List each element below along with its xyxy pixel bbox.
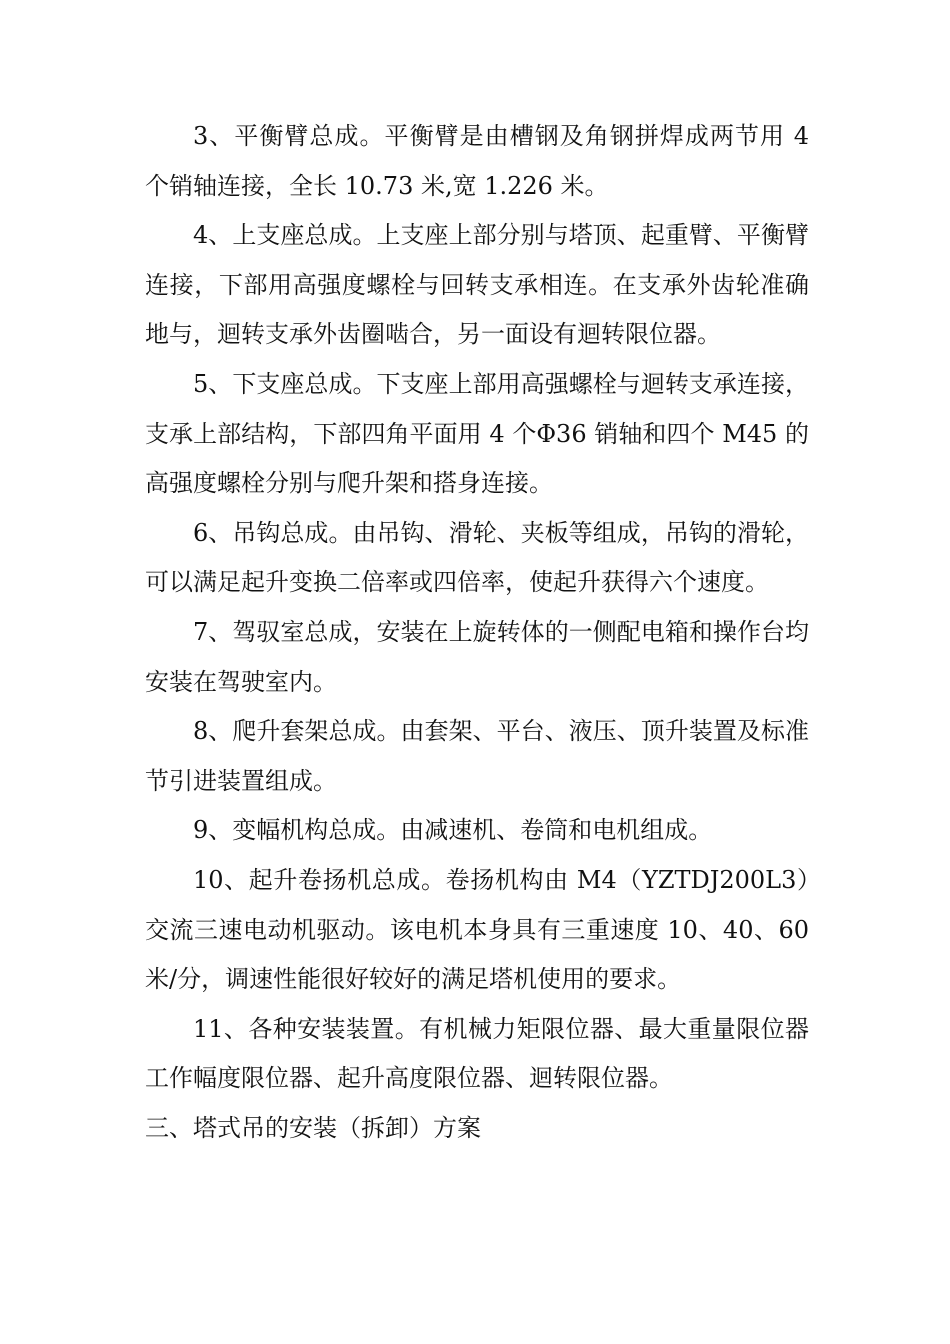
paragraph-hook: 6、吊钩总成。由吊钩、滑轮、夹板等组成，吊钩的滑轮，可以满足起升变换二倍率或四倍率，使起升获得六个速度。 [145, 518, 809, 597]
section-heading: 三、塔式吊的安装（拆卸）方案 [145, 1113, 481, 1142]
document-body [145, 112, 809, 1153]
paragraph-hoist-winch: 10、起升卷扬机总成。卷扬机构由 M4（YZTDJ200L3）交流三速电动机驱动。该电机本身具有三重速度 10、40、60 米/分，调速性能很好较好的满足塔机使用的要求。 [145, 865, 809, 994]
paragraph-upper-support: 4、上支座总成。上支座上部分别与塔顶、起重臂、平衡臂连接，下部用高强度螺栓与回转支承相连。在支承外齿轮准确地与，迴转支承外齿圈啮合，另一面设有迴转限位器。 [145, 221, 809, 349]
paragraph-luffing-mechanism: 9、变幅机构总成。由减速机、卷筒和电机组成。 [193, 816, 713, 845]
paragraph-lower-support: 5、下支座总成。下支座上部用高强螺栓与迴转支承连接，支承上部结构，下部四角平面用 4 个Φ36 销轴和四个 M45 的高强度螺栓分别与爬升架和搭身连接。 [145, 369, 809, 498]
paragraph-balance-arm: 3、平衡臂总成。平衡臂是由槽钢及角钢拼焊成两节用 4 个销轴连接，全长 10.73 米,宽 1.226 米。 [145, 122, 809, 200]
paragraph-cab: 7、驾驭室总成，安装在上旋转体的一侧配电箱和操作台均安装在驾驶室内。 [145, 617, 809, 696]
paragraph-climbing-frame: 8、爬升套架总成。由套架、平台、液压、顶升装置及标准节引进装置组成。 [145, 717, 809, 795]
paragraph-safety-devices: 11、各种安装装置。有机械力矩限位器、最大重量限位器工作幅度限位器、起升高度限位器、迴转限位器。 [145, 1014, 809, 1093]
